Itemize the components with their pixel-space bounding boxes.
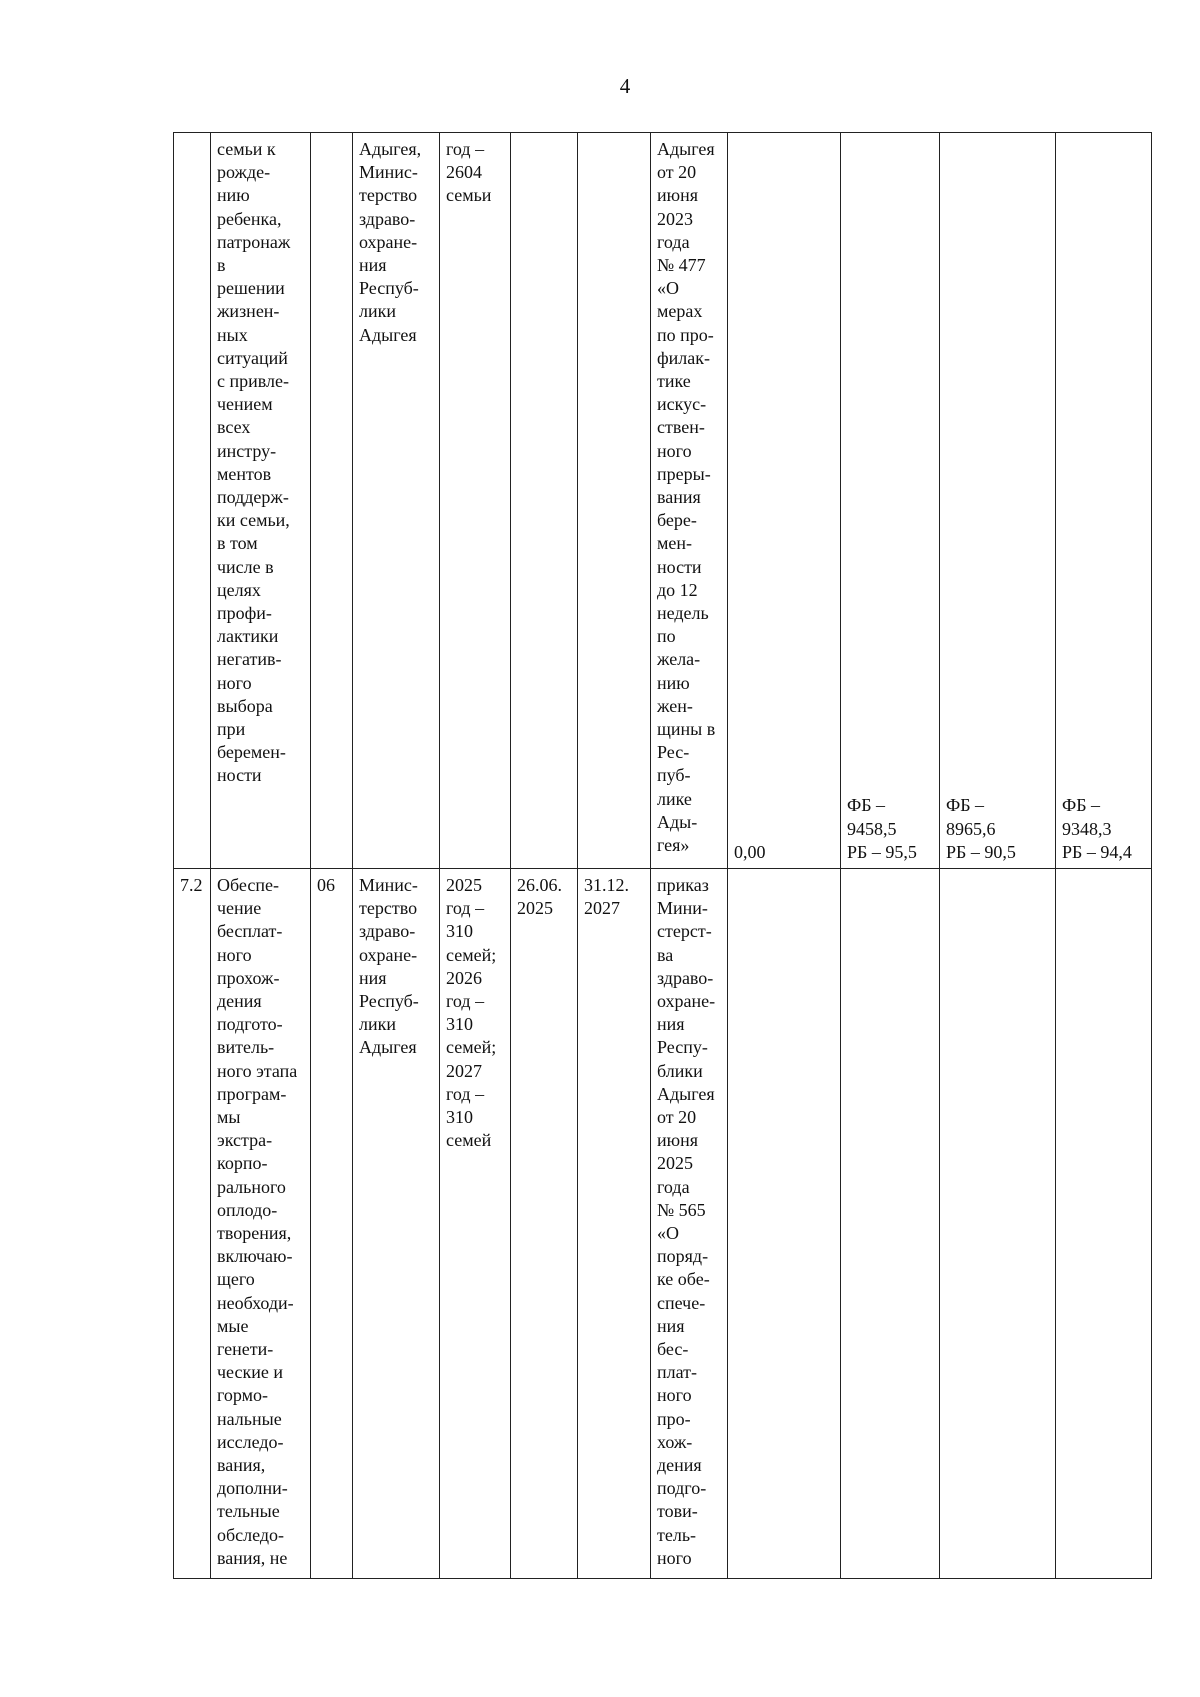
cell-end-date (578, 133, 651, 869)
cell-number: 7.2 (174, 869, 211, 1579)
cell-executor: Минис- терство здраво- охране- ния Респуб- лики Адыгея (353, 869, 440, 1579)
cell-document: приказ Мини- стерст- ва здраво- охране- ния Респу- блики Адыгея от 20 июня 2025 года № 565 «О поряд- ке обе- спече- ния бес- плат- ного про- хож- дения подго- тови- тель- ного (651, 869, 728, 1579)
cell-start-date (511, 133, 578, 869)
page-number: 4 (619, 74, 631, 98)
cell-finance-2025: ФБ – 9458,5 РБ – 95,5 (841, 133, 940, 869)
measures-table (173, 132, 1152, 1579)
cell-code: 06 (311, 869, 353, 1579)
cell-total: 0,00 (728, 133, 841, 869)
cell-finance-2025 (841, 869, 940, 1579)
cell-indicator: 2025 год – 310 семей; 2026 год – 310 семей; 2027 год – 310 семей (440, 869, 511, 1579)
cell-measure-name: семьи к рожде- нию ребенка, патронаж в решении жизнен- ных ситуаций с привле- чением всех инстру- ментов поддерж- ки семьи, в том числе в целях профи- лактики негатив- ного выбора при беремен- ности (211, 133, 311, 869)
cell-document: Адыгея от 20 июня 2023 года № 477 «О мерах по про- филак- тике искус- ствен- ного преры- вания бере- мен- ности до 12 недель по жела- нию жен- щины в Рес- пуб- лике Ады- гея» (651, 133, 728, 869)
cell-finance-2026: ФБ – 8965,6 РБ – 90,5 (940, 133, 1056, 869)
cell-start-date: 26.06. 2025 (511, 869, 578, 1579)
cell-indicator: год – 2604 семьи (440, 133, 511, 869)
cell-finance-2027 (1056, 869, 1152, 1579)
cell-measure-name: Обеспе- чение бесплат- ного прохож- дения подгото- витель- ного этапа програм- мы экстра- корпо- рального оплодо- творения, включаю- щего необходи- мые генети- ческие и гормо- нальные исследо- вания, дополни- тельные обследо- вания, не (211, 869, 311, 1579)
cell-finance-2026 (940, 869, 1056, 1579)
cell-total (728, 869, 841, 1579)
cell-executor: Адыгея, Минис- терство здраво- охране- ния Респуб- лики Адыгея (353, 133, 440, 869)
table-row (174, 869, 1152, 1579)
cell-number (174, 133, 211, 869)
cell-finance-2027: ФБ – 9348,3 РБ – 94,4 (1056, 133, 1152, 869)
table-row (174, 133, 1152, 869)
cell-end-date: 31.12. 2027 (578, 869, 651, 1579)
cell-code (311, 133, 353, 869)
